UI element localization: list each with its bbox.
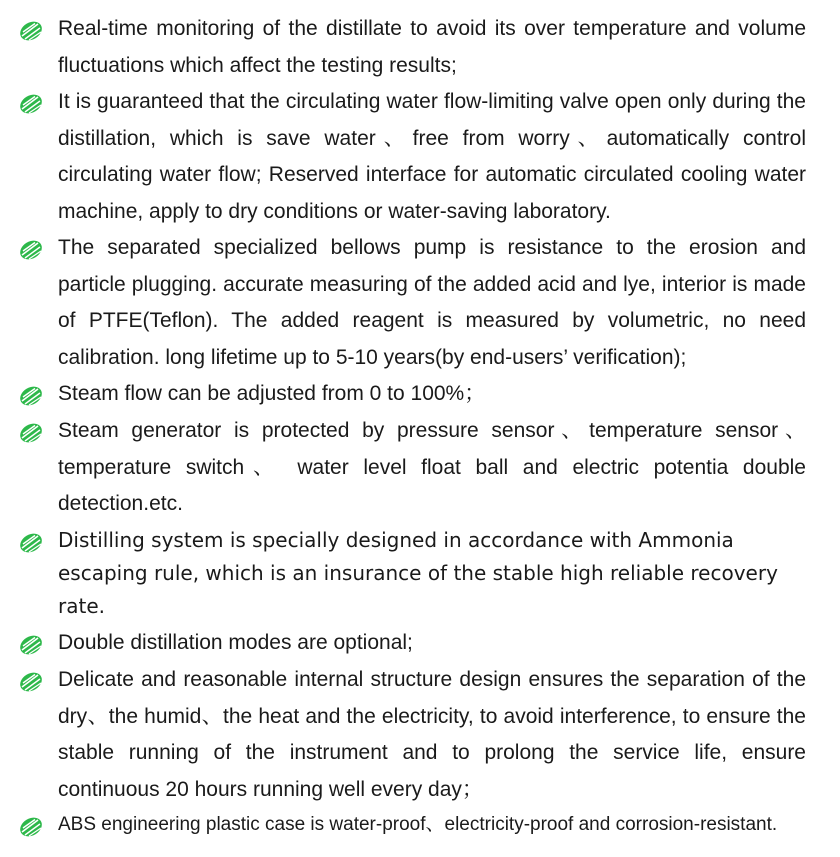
list-item: Delicate and reasonable internal structure design ensures the separation of the dry、the humid、the heat and the electricity, to avoid interference, to ensure the stable running of the instrument and to prolong the service life, ensure continuous 20 hours running well every day；: [58, 668, 806, 801]
green-striped-leaf-icon: [18, 18, 44, 44]
green-striped-leaf-icon: [18, 669, 44, 695]
list-item: Steam generator is protected by pressure sensor、temperature sensor、temperature switch、 water level float ball and electric potentia double detection.etc.: [58, 419, 806, 515]
list-item: Double distillation modes are optional;: [58, 631, 413, 654]
green-striped-leaf-icon: [18, 420, 44, 446]
list-item: It is guaranteed that the circulating water flow-limiting valve open only during the distillation, which is save water、free from worry、automatically control circulating water flow; Reserved interface for automatic circulated cooling water machine, apply to dry conditions or water-saving laboratory.: [58, 90, 806, 223]
list-item: Real-time monitoring of the distillate to avoid its over temperature and volume fluctuations which affect the testing results;: [58, 17, 806, 77]
green-striped-leaf-icon: [18, 237, 44, 263]
list-item: Distilling system is specially designed in accordance with Ammonia escaping rule, which is an insurance of the stable high reliable recovery rate.: [58, 528, 778, 618]
list-item: ABS engineering plastic case is water-proof、electricity-proof and corrosion-resistant.: [58, 814, 778, 835]
list-item: The separated specialized bellows pump is resistance to the erosion and particle plugging. accurate measuring of the added acid and lye, interior is made of PTFE(Teflon). The added reagent is measured by volumetric, no need calibration. long lifetime up to 5-10 years(by end-users’ verification);: [58, 236, 806, 369]
green-striped-leaf-icon: [18, 632, 44, 658]
green-striped-leaf-icon: [18, 530, 44, 556]
green-striped-leaf-icon: [18, 383, 44, 409]
green-striped-leaf-icon: [18, 814, 44, 840]
list-item: Steam flow can be adjusted from 0 to 100%；: [58, 382, 486, 405]
green-striped-leaf-icon: [18, 91, 44, 117]
